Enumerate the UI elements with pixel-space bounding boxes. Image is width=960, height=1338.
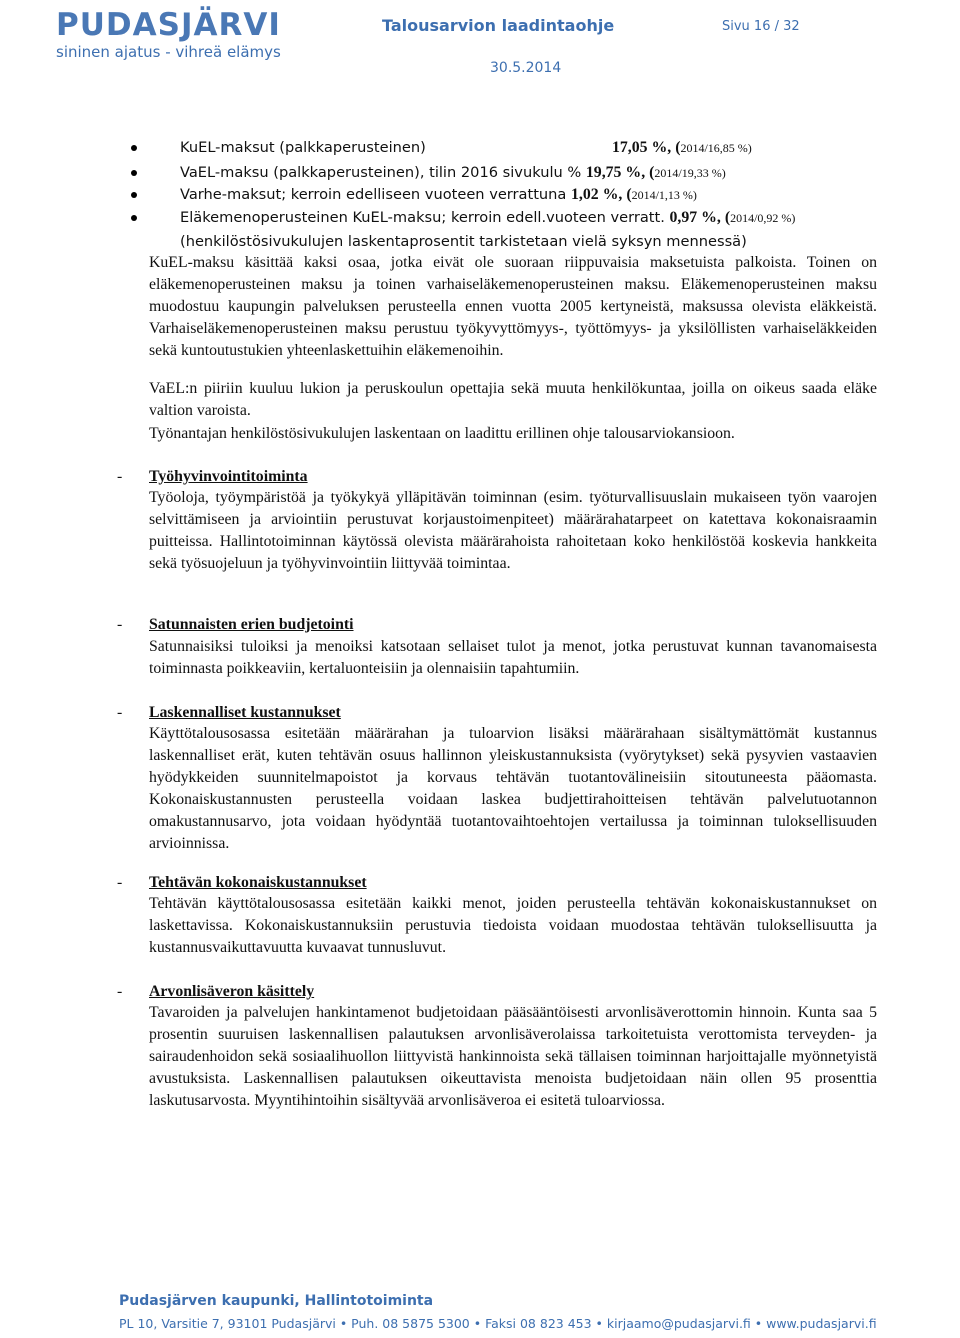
instruction-paragraph: Työnantajan henkilöstösivukulujen laskentaan on laadittu erillinen ohje talousarviokansioon. (149, 425, 735, 442)
footer-contact-info: PL 10, Varsitie 7, 93101 Pudasjärvi • Puh. 08 5875 5300 • Faksi 08 823 453 • kirjaamo@pudasjarvi.fi • www.pudasjarvi.fi (119, 1316, 877, 1331)
logo-slogan: sininen ajatus - vihreä elämys (56, 43, 281, 61)
section-body-arvonlisavero: Tavaroiden ja palvelujen hankintamenot budjetoidaan pääsääntöisesti arvonlisäverottomin hinnoin. Kunta saa 5 prosentin suuruisen laskennallisen palautuksen arvonlisäverolaissa tarkoitetuista verottomista terveyden- ja sairaudenhoidon sekä sosiaalihuollon liittyvistä hankinnoista sekä tällaisen toiminnan harjoittajalle myönnetyistä avustuksista. Laskennallisen palautuksen oikeuttavista menoista budjetoidaan näin ollen 95 prosenttia laskutusarvosta. Myyntihintoihin sisältyvää arvonlisäveroa ei esitetä tuloarviossa. (149, 1004, 877, 1109)
bullet-dot (131, 170, 137, 176)
section-heading-satunnaiset: Satunnaisten erien budjetointi (149, 616, 354, 633)
logo-wordmark: PUDASJÄRVI (56, 7, 281, 43)
page-number: Sivu 16 / 32 (722, 19, 800, 34)
bullet-item-varhe: Varhe-maksut; kerroin edelliseen vuoteen verrattuna 1,02 %, (2014/1,13 %) (180, 186, 697, 203)
bullet-dot (131, 215, 137, 221)
section-dash: - (117, 468, 123, 485)
section-heading-kokonaiskustannukset: Tehtävän kokonaiskustannukset (149, 874, 367, 891)
section-dash: - (117, 704, 123, 721)
section-body-satunnaiset: Satunnaisiksi tuloiksi ja menoiksi katsotaan sellaiset tulot ja menot, jotka perustuvat kunnan tavanomaisesta toiminnasta poikkeaviin, kertaluonteisiin ja olennaisiin tapahtumiin. (149, 638, 877, 677)
document-date: 30.5.2014 (490, 60, 562, 76)
section-body-kokonaiskustannukset: Tehtävän käyttötalousosassa esitetään kaikki menot, joiden perusteella tehtävän kokonaiskustannukset on laskettavissa. Kokonaiskustannuksiin perustuvia tiedoista voidaan muodostaa tehtävän tuloksellisuutta ja kustannusvaikuttavuutta kuvaavat tunnusluvut. (149, 895, 877, 956)
section-heading-tyohyvinvointi: Työhyvinvointitoiminta (149, 468, 308, 485)
bullet-item-elakemeno: Eläkemenoperusteinen KuEL-maksu; kerroin edell.vuoteen verratt. 0,97 %, (2014/0,92 %) (180, 209, 796, 226)
section-heading-laskennalliset: Laskennalliset kustannukset (149, 704, 341, 721)
section-body-tyohyvinvointi: Työoloja, työympäristöä ja työkykyä ylläpitävän toiminnan (esim. työturvallisuuslain mukaiseen työn vaarojen selvittämiseen ja arviointiin perustuvat korjaustoimenpiteet) määrärahatarpeet on katettava kokonaisraamin puitteissa. Hallintotoiminnan käytössä olevista määrärahoista rahoitetaan koko henkilöstöä koskevia hankkeita sekä työsuojeluun ja työhyvinvointiin liittyvää toimintaa. (149, 489, 877, 572)
bullet-item-kuel: KuEL-maksut (palkkaperusteinen) (180, 139, 426, 156)
section-dash: - (117, 616, 123, 633)
section-heading-arvonlisavero: Arvonlisäveron käsittely (149, 983, 315, 1000)
bullet-continuation-note: (henkilöstösivukulujen laskentaprosentit tarkistetaan vielä syksyn mennessä) (180, 233, 747, 250)
kuel-paragraph: KuEL-maksu käsittää kaksi osaa, jotka eivät ole suoraan riippuvaisia maksetuista palkoista. Toinen on eläkemenoperusteinen maksu ja toinen varhaiseläkemenoperusteinen maksu. Eläkemenoperusteinen maksu muodostuu kaupungin palveluksen perusteella ennen vuotta 2005 kertyneistä, maksussa olevista eläkkeistä. Varhaiseläkemenoperusteinen maksu perustuu työkyvyttömyys-, työttömyys- ja yksilöllisten varhaiseläkkeiden sekä kuntoutustukien yhteenlaskettuihin eläkemenoihin. (149, 254, 877, 359)
vael-paragraph: VaEL:n piiriin kuuluu lukion ja peruskoulun opettajia sekä muuta henkilökuntaa, joilla on oikeus saada eläke valtion varoista. (149, 380, 877, 419)
section-dash: - (117, 874, 123, 891)
section-body-laskennalliset: Käyttötalousosassa esitetään määrärahan ja tuloarvion lisäksi määrärahaan sisältymättömät kustannus laskennalliset erät, kuten tehtävän osuus hallinnon yleiskustannuksista (vyörytykset) sekä pysyvien vastaavien hyödykkeiden suunnitelmapoistot ja korvaus tehtävän tuotantovälineisiin sitoutuneesta pääomasta. Kokonaiskustannusten perusteella voidaan laskea budjettirahoitteisen tehtävän palvelutuotannon omakustannusarvo, jota voidaan hyödyntää tuotantovaihtoehtojen vertailussa ja toiminnan tuloksellisuuden arvioinnissa. (149, 725, 877, 852)
footer-organization: Pudasjärven kaupunki, Hallintotoiminta (119, 1293, 434, 1309)
bullet-dot (131, 192, 137, 198)
document-title: Talousarvion laadintaohje (382, 16, 615, 35)
section-dash: - (117, 983, 123, 1000)
bullet-dot (131, 145, 137, 151)
bullet-value-kuel: 17,05 %, (2014/16,85 %) (612, 139, 752, 156)
pudasjarvi-logo (56, 8, 281, 61)
bullet-item-vael: VaEL-maksu (palkkaperusteinen), tilin 2016 sivukulu % 19,75 %, (2014/19,33 %) (180, 164, 726, 181)
